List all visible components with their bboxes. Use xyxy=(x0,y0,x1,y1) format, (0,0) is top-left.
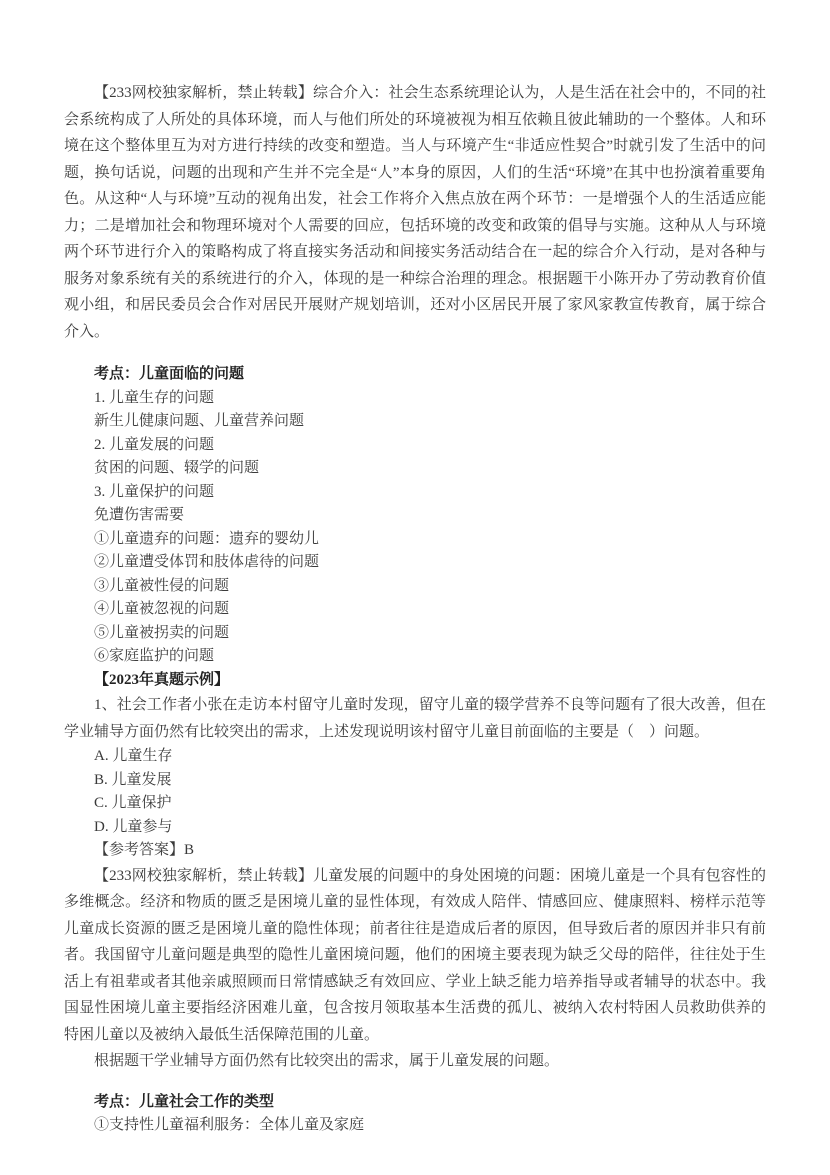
option-c: C. 儿童保护 xyxy=(94,795,172,811)
section1-line-3: 2. 儿童发展的问题 xyxy=(94,436,215,453)
section1-line-7: ①儿童遗弃的问题：遗弃的婴幼儿 xyxy=(94,530,320,547)
section1-line-2: 新生儿健康问题、儿童营养问题 xyxy=(94,413,305,429)
question-text: 1、社会工作者小张在走访本村留守儿童时发现，留守儿童的辍学营养不良等问题有了很大改善，但在学业辅导方面仍然有比较突出的需求，上述发现说明该村留守儿童目前面临的主要是（ ）问题。 xyxy=(64,697,766,740)
section1-line-1: 1. 儿童生存的问题 xyxy=(94,389,215,406)
section1-line-5: 3. 儿童保护的问题 xyxy=(94,483,215,500)
reference-answer: 【参考答案】B xyxy=(94,842,195,858)
section2-line-1: ①支持性儿童福利服务：全体儿童及家庭 xyxy=(94,1117,365,1133)
section2-heading: 考点：儿童社会工作的类型 xyxy=(94,1093,275,1110)
option-b: B. 儿童发展 xyxy=(94,771,172,788)
section1-line-8: ②儿童遭受体罚和肢体虐待的问题 xyxy=(94,554,320,570)
analysis-intro-paragraph: 【233网校独家解析，禁止转载】综合介入：社会生态系统理论认为，人是生活在社会中的，不同的社会系统构成了人所处的具体环境，而人与他们所处的环境被视为相互依赖且彼此辅助的一个整体。人和环境在这个整体里互为对方进行持续的改变和塑造。当人与环境产生“非适应性契合”时就引发了生活中的问题，换句话说，问题的出现和产生并不完全是“人”本身的原因，人们的生活“环境”在其中也扮演着重要角色。从这种“人与环境”互动的视角出发，社会工作将介入焦点放在两个环节：一是增强个人的生活适应能力；二是增加社会和物理环境对个人需要的回应，包括环境的改变和政策的倡导与实施。这种从人与环境两个环节进行介入的策略构成了将直接实务活动和间接实务活动结合在一起的综合介入行动，是对各种与服务对象系统有关的系统进行的介入，体现的是一种综合治理的理念。根据题干小陈开办了劳动教育价值观小组，和居民委员会合作对居民开展财产规划培训，还对小区居民开展了家风家教宣传教育，属于综合介入。 xyxy=(64,85,766,340)
section1-line-9: ③儿童被性侵的问题 xyxy=(94,577,230,594)
conclusion-paragraph: 根据题干学业辅导方面仍然有比较突出的需求，属于儿童发展的问题。 xyxy=(94,1053,560,1069)
exam-example-label: 【2023年真题示例】 xyxy=(94,671,230,688)
section1-line-11: ⑤儿童被拐卖的问题 xyxy=(94,624,230,641)
option-a: A. 儿童生存 xyxy=(94,748,173,764)
section1-line-4: 贫困的问题、辍学的问题 xyxy=(94,460,260,476)
section1-heading: 考点：儿童面临的问题 xyxy=(94,366,245,382)
option-d: D. 儿童参与 xyxy=(94,818,173,835)
section1-line-12: ⑥家庭监护的问题 xyxy=(94,648,215,664)
analysis-answer-paragraph: 【233网校独家解析，禁止转载】儿童发展的问题中的身处困境的问题：困境儿童是一个具有包容性的多维概念。经济和物质的匮乏是困境儿童的显性体现，有效成人陪伴、情感回应、健康照料、榜样示范等儿童成长资源的匮乏是困境儿童的隐性体现；前者往往是造成后者的原因，但导致后者的原因并非只有前者。我国留守儿童问题是典型的隐性儿童困境问题，他们的困境主要表现为缺乏父母的陪伴，往往处于生活上有祖辈或者其他亲戚照顾而日常情感缺乏有效回应、学业上缺乏能力培养指导或者辅导的状态中。我国显性困境儿童主要指经济困难儿童，包含按月领取基本生活费的孤儿、被纳入农村特困人员救助供养的特困儿童以及被纳入最低生活保障范围的儿童。 xyxy=(64,867,766,1043)
section1-line-10: ④儿童被忽视的问题 xyxy=(94,601,230,617)
section1-line-6: 免遭伤害需要 xyxy=(94,507,185,523)
